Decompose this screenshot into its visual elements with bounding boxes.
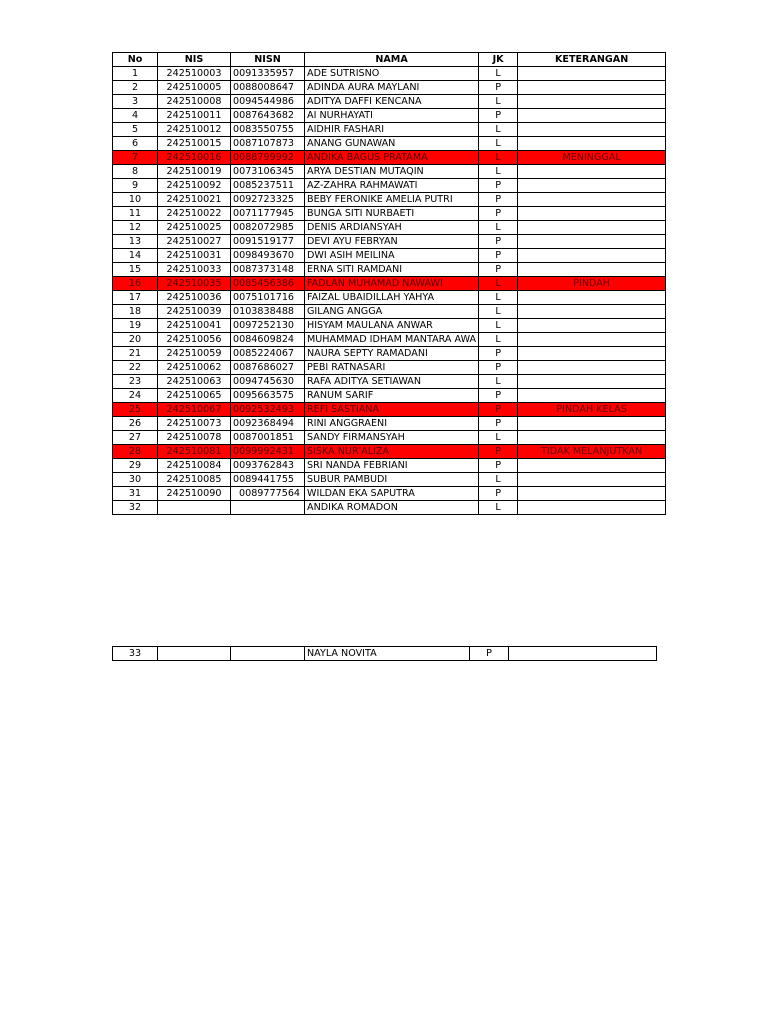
cell-keterangan xyxy=(518,501,666,515)
cell-nis: 242510062 xyxy=(158,361,231,375)
cell-nama: NAURA SEPTY RAMADANI xyxy=(305,347,479,361)
cell-no: 23 xyxy=(113,375,158,389)
cell-jk: P xyxy=(479,361,518,375)
cell-nisn: 0094544986 xyxy=(231,95,305,109)
cell-no: 31 xyxy=(113,487,158,501)
table-row xyxy=(113,193,666,207)
cell-jk: L xyxy=(479,137,518,151)
cell-keterangan xyxy=(518,207,666,221)
cell-nis: 242510073 xyxy=(158,417,231,431)
cell-nama: MUHAMMAD IDHAM MANTARA AWA xyxy=(305,333,479,347)
cell-keterangan xyxy=(518,165,666,179)
cell-jk: L xyxy=(479,277,518,291)
cell-nama: REFI SASTIANA xyxy=(305,403,479,417)
cell-nisn: 0099992431 xyxy=(231,445,305,459)
cell-nis xyxy=(158,647,231,661)
table-row xyxy=(113,501,666,515)
cell-keterangan xyxy=(518,459,666,473)
cell-keterangan xyxy=(518,179,666,193)
cell-jk: L xyxy=(479,67,518,81)
cell-no: 16 xyxy=(113,277,158,291)
cell-nisn xyxy=(231,501,305,515)
cell-nama: ANDIKA BAGUS PRATAMA xyxy=(305,151,479,165)
table-row xyxy=(113,81,666,95)
cell-keterangan xyxy=(518,193,666,207)
cell-nisn: 0084609824 xyxy=(231,333,305,347)
cell-no: 4 xyxy=(113,109,158,123)
cell-nis: 242510022 xyxy=(158,207,231,221)
cell-nisn: 0075101716 xyxy=(231,291,305,305)
table-row xyxy=(113,277,666,291)
header-no: No xyxy=(113,53,158,67)
cell-nis: 242510019 xyxy=(158,165,231,179)
cell-nisn: 0088008647 xyxy=(231,81,305,95)
cell-no: 21 xyxy=(113,347,158,361)
table-row xyxy=(113,347,666,361)
table-row xyxy=(113,647,657,661)
cell-keterangan xyxy=(518,473,666,487)
cell-nama: AI NURHAYATI xyxy=(305,109,479,123)
cell-nama: RINI ANGGRAENI xyxy=(305,417,479,431)
table-row xyxy=(113,431,666,445)
table-row xyxy=(113,67,666,81)
cell-jk: P xyxy=(479,249,518,263)
cell-nis: 242510039 xyxy=(158,305,231,319)
cell-no: 1 xyxy=(113,67,158,81)
cell-nama: PEBI RATNASARI xyxy=(305,361,479,375)
cell-jk: L xyxy=(479,319,518,333)
cell-nis: 242510067 xyxy=(158,403,231,417)
cell-nis: 242510092 xyxy=(158,179,231,193)
cell-nama: SUBUR PAMBUDI xyxy=(305,473,479,487)
cell-nama: AIDHIR FASHARI xyxy=(305,123,479,137)
cell-nama: ARYA DESTIAN MUTAQIN xyxy=(305,165,479,179)
cell-keterangan xyxy=(518,487,666,501)
header-keterangan: KETERANGAN xyxy=(518,53,666,67)
cell-keterangan xyxy=(518,305,666,319)
cell-jk: L xyxy=(479,333,518,347)
cell-no: 17 xyxy=(113,291,158,305)
table-row xyxy=(113,291,666,305)
table-row xyxy=(113,221,666,235)
cell-jk: L xyxy=(479,473,518,487)
table-row xyxy=(113,263,666,277)
cell-keterangan xyxy=(518,67,666,81)
cell-keterangan xyxy=(518,347,666,361)
cell-no: 22 xyxy=(113,361,158,375)
extra-student-table xyxy=(112,646,657,661)
cell-jk: P xyxy=(479,417,518,431)
cell-nis: 242510015 xyxy=(158,137,231,151)
cell-nis: 242510005 xyxy=(158,81,231,95)
table-row xyxy=(113,235,666,249)
cell-nisn: 0087107873 xyxy=(231,137,305,151)
cell-no: 14 xyxy=(113,249,158,263)
cell-no: 11 xyxy=(113,207,158,221)
cell-jk: P xyxy=(479,487,518,501)
cell-nama: NAYLA NOVITA xyxy=(305,647,470,661)
cell-jk: P xyxy=(479,389,518,403)
cell-jk: P xyxy=(479,193,518,207)
table-row xyxy=(113,473,666,487)
cell-nisn: 0087001851 xyxy=(231,431,305,445)
cell-nisn: 0087373148 xyxy=(231,263,305,277)
cell-no: 3 xyxy=(113,95,158,109)
cell-keterangan xyxy=(518,361,666,375)
cell-keterangan xyxy=(518,81,666,95)
cell-keterangan xyxy=(518,431,666,445)
cell-nisn: 0092723325 xyxy=(231,193,305,207)
cell-nisn: 0083550755 xyxy=(231,123,305,137)
cell-nisn: 0071177945 xyxy=(231,207,305,221)
cell-nis: 242510081 xyxy=(158,445,231,459)
cell-jk: P xyxy=(479,445,518,459)
cell-nama: FADLAN MUHAMAD NAWAWI xyxy=(305,277,479,291)
cell-nama: ANDIKA ROMADON xyxy=(305,501,479,515)
cell-keterangan xyxy=(518,137,666,151)
cell-jk: P xyxy=(479,207,518,221)
cell-no: 28 xyxy=(113,445,158,459)
table-header-row xyxy=(113,53,666,67)
cell-nisn: 0089441755 xyxy=(231,473,305,487)
table-row xyxy=(113,95,666,109)
cell-nama: ANANG GUNAWAN xyxy=(305,137,479,151)
cell-nis: 242510011 xyxy=(158,109,231,123)
cell-keterangan xyxy=(509,647,657,661)
header-jk: JK xyxy=(479,53,518,67)
cell-keterangan xyxy=(518,235,666,249)
table-row xyxy=(113,319,666,333)
cell-no: 25 xyxy=(113,403,158,417)
cell-no: 12 xyxy=(113,221,158,235)
cell-nisn: 0093762843 xyxy=(231,459,305,473)
cell-no: 19 xyxy=(113,319,158,333)
cell-keterangan: PINDAH xyxy=(518,277,666,291)
cell-nis: 242510033 xyxy=(158,263,231,277)
table-row xyxy=(113,165,666,179)
cell-jk: L xyxy=(479,165,518,179)
cell-jk: L xyxy=(479,305,518,319)
cell-nis: 242510065 xyxy=(158,389,231,403)
cell-nama: FAIZAL UBAIDILLAH YAHYA xyxy=(305,291,479,305)
cell-nisn: 0094745630 xyxy=(231,375,305,389)
cell-jk: L xyxy=(479,501,518,515)
cell-nis: 242510025 xyxy=(158,221,231,235)
cell-nis: 242510021 xyxy=(158,193,231,207)
cell-jk: P xyxy=(479,459,518,473)
cell-no: 26 xyxy=(113,417,158,431)
cell-nisn: 0098493670 xyxy=(231,249,305,263)
cell-nama: HISYAM MAULANA ANWAR xyxy=(305,319,479,333)
cell-no: 7 xyxy=(113,151,158,165)
cell-nisn: 0091335957 xyxy=(231,67,305,81)
cell-no: 15 xyxy=(113,263,158,277)
table-row xyxy=(113,459,666,473)
cell-jk: P xyxy=(479,403,518,417)
cell-jk: P xyxy=(470,647,509,661)
cell-nisn: 0087643682 xyxy=(231,109,305,123)
cell-nama: ADE SUTRISNO xyxy=(305,67,479,81)
cell-jk: L xyxy=(479,221,518,235)
table-row xyxy=(113,123,666,137)
cell-no: 9 xyxy=(113,179,158,193)
cell-no: 18 xyxy=(113,305,158,319)
cell-jk: P xyxy=(479,179,518,193)
table-row xyxy=(113,137,666,151)
table-row xyxy=(113,389,666,403)
cell-no: 32 xyxy=(113,501,158,515)
cell-jk: L xyxy=(479,431,518,445)
cell-jk: P xyxy=(479,109,518,123)
cell-no: 8 xyxy=(113,165,158,179)
cell-keterangan xyxy=(518,319,666,333)
cell-keterangan xyxy=(518,109,666,123)
cell-keterangan xyxy=(518,389,666,403)
cell-nis: 242510035 xyxy=(158,277,231,291)
cell-nis: 242510012 xyxy=(158,123,231,137)
cell-nisn: 0103838488 xyxy=(231,305,305,319)
cell-nisn: 0082072985 xyxy=(231,221,305,235)
cell-nis: 242510090 xyxy=(158,487,231,501)
cell-nama: DWI ASIH MEILINA xyxy=(305,249,479,263)
cell-nisn: 0088799992 xyxy=(231,151,305,165)
student-table xyxy=(112,52,666,515)
cell-nis: 242510003 xyxy=(158,67,231,81)
cell-nis: 242510085 xyxy=(158,473,231,487)
table-row xyxy=(113,207,666,221)
cell-nisn: 0097252130 xyxy=(231,319,305,333)
cell-keterangan xyxy=(518,123,666,137)
cell-nama: AZ-ZAHRA RAHMAWATI xyxy=(305,179,479,193)
table-row xyxy=(113,361,666,375)
cell-nis: 242510036 xyxy=(158,291,231,305)
cell-no: 13 xyxy=(113,235,158,249)
cell-jk: P xyxy=(479,81,518,95)
cell-nisn: 0092368494 xyxy=(231,417,305,431)
table-row xyxy=(113,445,666,459)
table-row xyxy=(113,151,666,165)
cell-jk: L xyxy=(479,291,518,305)
header-nama: NAMA xyxy=(305,53,479,67)
cell-jk: L xyxy=(479,375,518,389)
cell-nisn: 0089777564 xyxy=(231,487,305,501)
cell-jk: P xyxy=(479,347,518,361)
table-row xyxy=(113,403,666,417)
cell-keterangan xyxy=(518,221,666,235)
cell-no: 33 xyxy=(113,647,158,661)
cell-nama: WILDAN EKA SAPUTRA xyxy=(305,487,479,501)
cell-nama: SISKA NUR'ALIZA xyxy=(305,445,479,459)
cell-no: 24 xyxy=(113,389,158,403)
cell-nisn xyxy=(231,647,305,661)
cell-keterangan xyxy=(518,263,666,277)
cell-nama: ERNA SITI RAMDANI xyxy=(305,263,479,277)
table-row xyxy=(113,333,666,347)
cell-nisn: 0095663575 xyxy=(231,389,305,403)
cell-no: 5 xyxy=(113,123,158,137)
table-row xyxy=(113,417,666,431)
cell-jk: P xyxy=(479,263,518,277)
cell-no: 27 xyxy=(113,431,158,445)
cell-nisn: 0073106345 xyxy=(231,165,305,179)
cell-nisn: 0087686027 xyxy=(231,361,305,375)
cell-keterangan xyxy=(518,375,666,389)
cell-no: 29 xyxy=(113,459,158,473)
cell-keterangan xyxy=(518,95,666,109)
cell-keterangan xyxy=(518,333,666,347)
table-row xyxy=(113,109,666,123)
cell-keterangan xyxy=(518,417,666,431)
cell-nisn: 0092532493 xyxy=(231,403,305,417)
cell-nama: SANDY FIRMANSYAH xyxy=(305,431,479,445)
cell-jk: P xyxy=(479,235,518,249)
cell-keterangan xyxy=(518,249,666,263)
cell-jk: L xyxy=(479,151,518,165)
cell-nama: SRI NANDA FEBRIANI xyxy=(305,459,479,473)
cell-no: 2 xyxy=(113,81,158,95)
cell-no: 20 xyxy=(113,333,158,347)
cell-no: 30 xyxy=(113,473,158,487)
cell-nis: 242510027 xyxy=(158,235,231,249)
cell-nisn: 0085237511 xyxy=(231,179,305,193)
cell-nama: RANUM SARIF xyxy=(305,389,479,403)
cell-nama: RAFA ADITYA SETIAWAN xyxy=(305,375,479,389)
cell-jk: L xyxy=(479,123,518,137)
cell-nis: 242510056 xyxy=(158,333,231,347)
cell-no: 6 xyxy=(113,137,158,151)
cell-nis xyxy=(158,501,231,515)
cell-nis: 242510016 xyxy=(158,151,231,165)
table-row xyxy=(113,179,666,193)
cell-no: 10 xyxy=(113,193,158,207)
cell-nama: ADINDA AURA MAYLANI xyxy=(305,81,479,95)
extra-table-body xyxy=(113,647,657,661)
cell-nis: 242510041 xyxy=(158,319,231,333)
cell-nama: BUNGA SITI NURBAETI xyxy=(305,207,479,221)
header-nisn: NISN xyxy=(231,53,305,67)
cell-nama: DENIS ARDIANSYAH xyxy=(305,221,479,235)
cell-nisn: 0085224067 xyxy=(231,347,305,361)
cell-nis: 242510031 xyxy=(158,249,231,263)
cell-jk: L xyxy=(479,95,518,109)
table-row xyxy=(113,305,666,319)
cell-nis: 242510084 xyxy=(158,459,231,473)
table-row xyxy=(113,487,666,501)
cell-keterangan: MENINGGAL xyxy=(518,151,666,165)
cell-nis: 242510059 xyxy=(158,347,231,361)
cell-nama: DEVI AYU FEBRYAN xyxy=(305,235,479,249)
cell-nis: 242510008 xyxy=(158,95,231,109)
cell-nis: 242510078 xyxy=(158,431,231,445)
table-row xyxy=(113,249,666,263)
cell-nis: 242510063 xyxy=(158,375,231,389)
cell-nama: GILANG ANGGA xyxy=(305,305,479,319)
cell-nisn: 0085456386 xyxy=(231,277,305,291)
cell-nama: ADITYA DAFFI KENCANA xyxy=(305,95,479,109)
cell-keterangan: PINDAH KELAS xyxy=(518,403,666,417)
cell-keterangan: TIDAK MELANJUTKAN xyxy=(518,445,666,459)
header-nis: NIS xyxy=(158,53,231,67)
student-table-body xyxy=(113,67,666,515)
cell-keterangan xyxy=(518,291,666,305)
cell-nisn: 0091519177 xyxy=(231,235,305,249)
table-row xyxy=(113,375,666,389)
cell-nama: BEBY FERONIKE AMELIA PUTRI xyxy=(305,193,479,207)
